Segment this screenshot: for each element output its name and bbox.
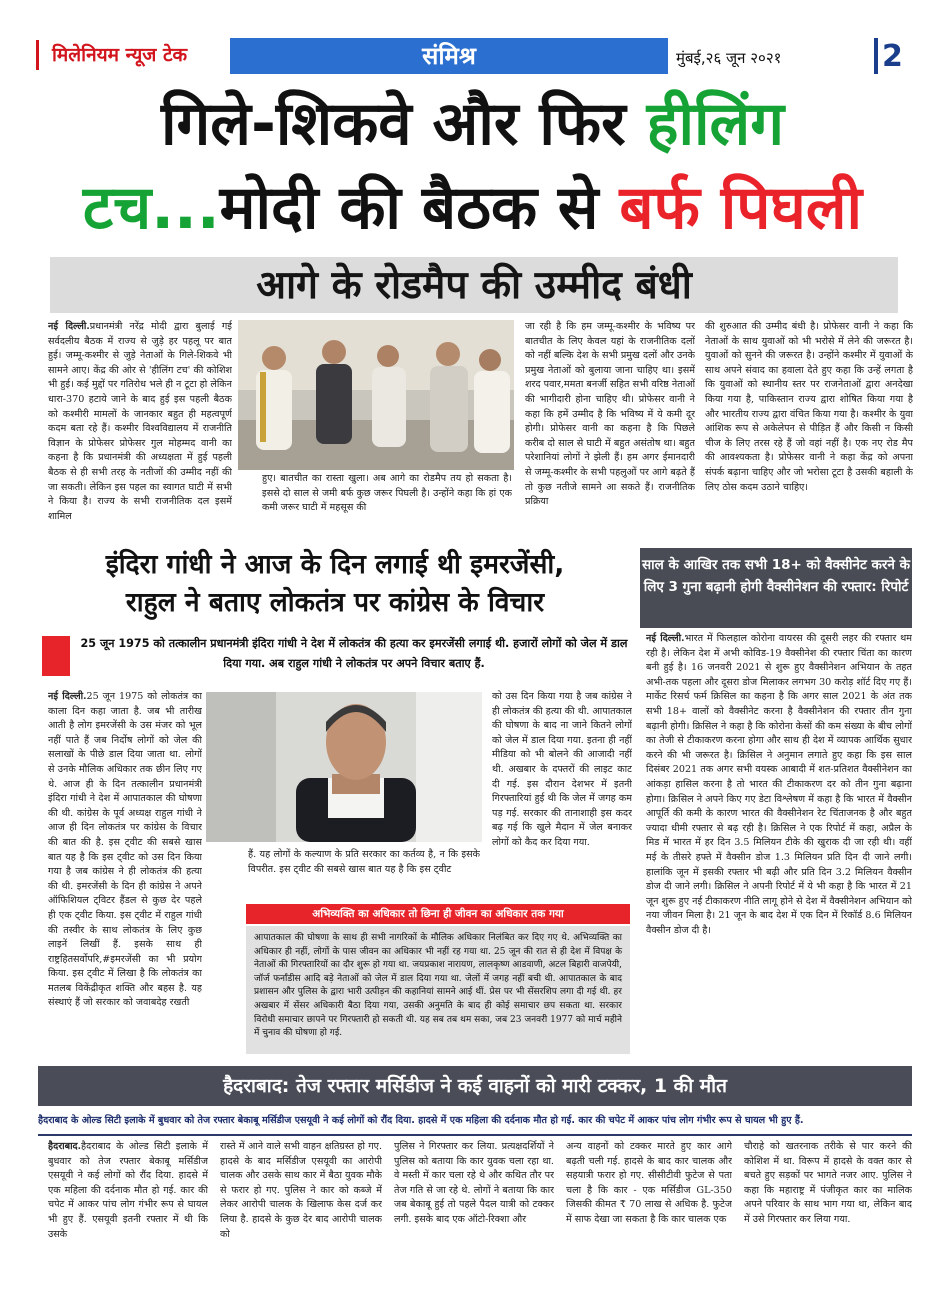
lead-column-1-text: प्रधानमंत्री नरेंद्र मोदी द्वारा बुलाई गई सर्वदलीय बैठक में राज्य से जुड़े हर पहलू पर बात हुई। जम्मू-कश्मीर से जुड़े नेताओं के गिले-शिकवे भी सामने आए। केंद्र की ओर से 'हीलिंग टच' की कोशिश भी हुई। कई मुद्दों पर गतिरोध भले ही न टूटा हो लेकिन धारा-370 हटाये जाने के बाद हुई इस पहली बैठक को कश्मीरी मामलों के जानकार बहुत ही महत्वपूर्ण कदम बता रहे हैं। कश्मीर विश्वविद्यालय में राजनीति विज्ञान के प्रोफेसर प्रोफेसर गुल मोहम्मद वानी का कहना है कि प्रधानमंत्री की अध्यक्षता में हुई पहली बैठक से ही सभी तरह के नतीजों की उम्मीद नहीं की जा सकती। लेकिन इस पहल का स्वागत घाटी में सभी ने किया है। राज्य के सभी राजनीतिक दल इसमें शामिल: [48, 321, 232, 522]
hyderabad-column-2: रास्ते में आने वाले सभी वाहन क्षतिग्रस्त हो गए. हादसे के बाद मर्सिडीज एसयूवी का आरोपी चालक और उसके साथ कार में बैठा युवक मौके से फरार हो गए. पुलिस ने कार को कब्जे में लेकर आरोपी चालक के खिलाफ केस दर्ज कर लिया है. हादसे के कुछ देर बाद आरोपी चालक को: [220, 1141, 382, 1240]
hyderabad-column-5: चौराहे को खतरनाक तरीके से पार करने की कोशिश में था. विरूप में हादसे के वक्त कार से बचते हुए सड़कों पर भागते नजर आए. पुलिस ने कहा कि महाराष्ट्र में पंजीकृत कार का मालिक अपने परिवार के साथ भाग गया था, लेकिन बाद में उसे गिरफ्तार कर लिया गया.: [744, 1141, 912, 1225]
box-body: आपातकाल की घोषणा के साथ ही सभी नागरिकों के मौलिक अधिकार निलंबित कर दिए गए थे. अभिव्यक्ति का अधिकार ही नहीं, लोगों के पास जीवन का अधिकार भी नहीं रह गया था. 25 जून की रात से ही देश में विपक्ष के नेताओं की गिरफ्तारियों का दौर शुरू हो गया था. जयप्रकाश नारायण, लालकृष्ण आडवाणी, अटल बिहारी वाजपेयी, जॉर्ज फर्नांडीस आदि बड़े नेताओं को जेल में डाल दिया गया था. जेलों में जगह नहीं बची थी. आपातकाल के बाद प्रशासन और पुलिस के द्वारा भारी उत्पीड़न की कहानियां सामने आई थीं. प्रेस पर भी सेंसरशिप लगा दी गई थी. हर अखबार में सेंसर अधिकारी बैठा दिया गया, उसकी अनुमति के बाद ही कोई समाचार छप सकता था. सरकार विरोधी समाचार छापने पर गिरफ्तारी हो सकती थी. यह सब तब थम सका, जब 23 जनवरी 1977 को मार्च महीने में चुनाव की घोषणा हो गई.: [246, 926, 630, 1054]
emergency-headline: [40, 546, 630, 626]
hyderabad-column-1: [48, 1140, 208, 1264]
lead-column-4: की शुरुआत की उम्मीद बंधी है। प्रोफेसर वानी ने कहा कि नेताओं के साथ युवाओं को भी भरोसे में लेने की जरूरत है। युवाओं को सुनने की जरूरत है। उन्होंने कश्मीर में युवाओं के साथ अपने संवाद का हवाला देते हुए कहा कि उन्हें लगता है कि युवाओं को स्थानीय स्तर पर राजनेताओं द्वारा अनदेखा किया गया है, पाकिस्तान राज्य द्वारा शोषित किया गया है और भारतीय राज्य द्वारा वंचित किया गया है। कश्मीर के युवा आंशिक रूप से अकेलेपन से पीड़ित हैं और किसी न किसी चीज के लिए तरस रहे हैं जो वहां नहीं है। एक नए रोड मैप की आवश्यकता है। प्रोफेसर वानी ने कहा केंद्र को अपना संपर्क बढ़ाना चाहिए और जो भरोसा टूटा है उसकी बहाली के लिए ठोस कदम उठाने चाहिए।: [705, 321, 913, 493]
emergency-column-1: [48, 690, 202, 1070]
lead-headline-highlight-red: बर्फ पिघली: [619, 173, 863, 243]
lead-column-3: जा रही है कि हम जम्मू-कश्मीर के भविष्य पर बातचीत के लिए केवल यहां के राजनीतिक दलों को नहीं बल्कि देश के सभी प्रमुख दलों और उनके प्रमुख नेताओं को बुलाया जाना चाहिए था। इसमें शरद पवार,ममता बनर्जी सहित सभी वरिष्ठ नेताओं की भागीदारी होना चाहिए थी। प्रोफेसर वानी ने कहा कि हमें उम्मीद है कि भविष्य में ये कमी दूर होगी। प्रोफेसर वानी का कहना है कि पिछले करीब दो साल से घाटी में बहुत असंतोष था। बहुत परेशानियां लोगों ने झेली हैं। हम अगर ईमानदारी से जम्मू-कश्मीर के सभी पहलुओं पर आगे बढ़ते हैं तो कुछ नतीजे सामने आ सकते हैं। राजनीतिक प्रक्रिया: [525, 321, 695, 508]
emergency-headline-line1: इंदिरा गांधी ने आज के दिन लगाई थी इमरजेंसी,: [105, 549, 565, 580]
hyderabad-column-3: पुलिस ने गिरफ्तार कर लिया. प्रत्यक्षदर्शियों ने पुलिस को बताया कि कार युवक चला रहा था. वे मस्ती में कार चला रहे थे और कथित तौर पर तेज गति से जा रहे थे. लोगों ने बताया कि कार जब बेकाबू हुई तो पहले पैदल यात्री को टक्कर लगी. इसके बाद एक ऑटो-रिक्शा और: [394, 1141, 554, 1225]
hyderabad-lede: हैदराबाद के ओल्ड सिटी इलाके में बुधवार को तेज रफ्तार बेकाबू मर्सिडीज एसयूवी ने कई लोगों को रौंद दिया. हादसे में एक महिला की दर्दनाक मौत हो गई. कार की चपेट में आकर पांच लोग गंभीर रूप से घायल भी हुए हैं.: [38, 1115, 804, 1126]
emergency-column-2: हैं. यह लोगों के कल्याण के प्रति सरकार का कर्तव्य है, न कि इसके विपरीत. इस ट्वीट की सबसे खास बात यह है कि इस ट्वीट: [248, 849, 480, 875]
emergency-lede: 25 जून 1975 को तत्कालीन प्रधानमंत्री इंदिरा गांधी ने देश में लोकतंत्र की हत्या कर इमरजेंसी लगाई थी. हजारों लोगों को जेल में डाल दिया गया. अब राहुल गांधी ने लोकतंत्र पर अपने विचार बताए हैं.: [80, 637, 628, 670]
vaccine-column: [646, 632, 912, 1058]
dateline: हैदराबाद.: [48, 1141, 81, 1152]
emergency-headline-line2: राहुल ने बताए लोकतंत्र पर कांग्रेस के विचार: [125, 587, 545, 618]
lead-headline-line1: [0, 84, 945, 164]
issue-date: मुंबई,२६ जून २०२१: [676, 49, 782, 67]
emergency-column-3: को उस दिन किया गया है जब कांग्रेस ने ही लोकतंत्र की हत्या की थी. आपातकाल की घोषणा के बाद ना जाने कितने लोगों को जेल में डाल दिया गया. इतना ही नहीं मीडिया को भी बोलने की आजादी नहीं थी. अखबार के दफ्तरों की लाइट काट दी गई. इस दौरान देशभर में इतनी गिरफ्तारियां हुई थी कि जेल में जगह कम पड़ गई. सरकार की तानाशाही इस कदर बढ़ गई कि खुले मैदान में जेल बनाकर लोगों को कैद कर दिया गया.: [492, 691, 632, 848]
lead-headline-line2: [0, 168, 945, 248]
hyderabad-column-4: अन्य वाहनों को टक्कर मारते हुए कार आगे बढ़ती चली गई. हादसे के बाद कार चालक और सहयात्री फरार हो गए. सीसीटीवी फुटेज से पता चला है कि कार - एक मर्सिडीज GL-350 जिसकी कीमत ₹ 70 लाख से अधिक है. फुटेज में साफ देखा जा सकता है कि कार चालक एक: [566, 1141, 732, 1225]
lead-headline-highlight: हीलिंग: [646, 89, 784, 159]
dateline: नई दिल्ली.: [48, 321, 90, 332]
dateline: नई दिल्ली.: [646, 633, 685, 644]
rahul-gandhi-photo: [206, 692, 482, 842]
lead-column-1: [48, 320, 232, 530]
box-title: अभिव्यक्ति का अधिकार तो छिना ही जीवन का अधिकार तक गया: [246, 904, 630, 924]
meeting-photo: [238, 320, 514, 470]
lead-headline-part: गिले-शिकवे और फिर: [160, 89, 647, 159]
vaccine-column-text: भारत में फिलहाल कोरोना वायरस की दूसरी लहर की रफ्तार थम रही है। लेकिन देश में अभी कोविड-19 वैक्सीनेश की रफ्तार चिंता का कारण बनी हुई है। 16 जनवरी 2021 से शुरू हुए वैक्सीनेशन अभियान के तहत अभी-तक पहला और दूसरा डोज मिलाकर लगभग 30 करोड़ शॉर्ट दिए गए हैं। मार्केट रिसर्च फर्म क्रिसिल का कहना है कि अगर साल 2021 के अंत तक सभी 18+ वालों को वैक्सीनेट करना है वैक्सीनेशन की रफ्तार तीन गुना बढ़ानी होगी। क्रिसिल ने कहा है कि कोरोना केसों की कम संख्या के बीच लोगों का तेजी से टीकाकरण करना होगा और साथ ही देश में व्यापक आर्थिक सुधार करने की भी जरूरत है। क्रिसिल ने अनुमान लगाते हुए कहा कि इस साल दिसंबर 2021 तक अगर सभी वयस्क आबादी में शत-प्रतिशत वैक्सीनेशन का आंकड़ा हासिल करना है तो भारत की टीकाकरण दर को तीन गुना बढ़ाना होगा। क्रिसिल ने अपने किए गए डेटा विश्लेषण में कहा है कि भारत में वैक्सीन आपूर्ति की कमी के कारण भारत की वैक्सीनेशन रेट चिंताजनक है और बहुत ज्यादा धीमी रफ्तार से बढ़ रही है। क्रिसिल ने एक रिपोर्ट में कहा, अप्रैल के मिड में भारत में हर दिन 3.5 मिलियन टीके की खुराक दी जा रही थी। वहीं मई के तीसरे हफ्ते में वैक्सीन डोज 1.3 मिलियन प्रति दिन दी जाने लगी। हालांकि जून में इसकी रफ्तार भी बढ़ी और प्रति दिन 3.2 मिलियन वैक्सीन डोज दी जाने लगी। क्रिसिल ने अपनी रिपोर्ट में ये भी कहा है कि भारत में 21 जून शुरू हुए नई टीकाकरण नीति लागू होने से देश में वैक्सीनेशन अभियान को नया जीवन मिला है। 21 जून के बाद देश में एक दिन में रिकॉर्ड 8.6 मिलियन वैक्सीन डोज दी है।: [646, 633, 912, 936]
hyderabad-column-1-text: हैदराबाद के ओल्ड सिटी इलाके में बुधवार को तेज रफ्तार बेकाबू मर्सिडीज एसयूवी ने कई लोगों को रौंद दिया. हादसे में एक महिला की दर्दनाक मौत हो गई. कार की चपेट में आकर पांच लोग गंभीर रूप से घायल भी हुए हैं. एसयूवी इतनी रफ्तार में थी कि उसके: [48, 1141, 208, 1240]
lead-headline-part: मोदी की बैठक से: [219, 173, 620, 243]
emergency-column-1-text: 25 जून 1975 को लोकतंत्र का काला दिन कहा जाता है. जब भी तारीख आती है लोग इमरजेंसी के उस मंजर को भूल नहीं पाते हैं जब निर्दोष लोगों को जेल की सलाखों के पीछे डाल दिया जाता था. लोगों से उनके मौलिक अधिकार तक छीन लिए गए थे. आज ही के दिन तत्कालीन प्रधानमंत्री इंदिरा गांधी ने देश में आपातकाल की घोषणा की थी. कांग्रेस के पूर्व अध्यक्ष राहुल गांधी ने आज ही दिन लोकतंत्र पर कांग्रेस के विचार की बात की है. इस ट्वीट की सबसे खास बात यह है कि इस ट्वीट को उस दिन किया गया है जब कांग्रेस ने ही लोकतंत्र की हत्या की थी. इमरजेंसी के दिन ही कांग्रेस ने अपने ऑफिशियल ट्विटर हैंडल से कुछ देर पहले ही एक ट्वीट किया. इस ट्वीट में राहुल गांधी की तस्वीर के साथ लोकतंत्र के लिए कुछ लाइनें लिखीं हैं. इसके साथ ही राष्ट्रहितसर्वोपरि,#इमरजेंसी का भी प्रयोग किया. इस ट्वीट में लिखा है कि लोकतंत्र का मतलब विकेंद्रीकृत शक्ति और बहस है. यह संस्थाएं हैं जो सरकार को जवाबदेह रखती: [48, 691, 202, 1009]
vaccine-headline: साल के आखिर तक सभी 18+ को वैक्सीनेट करने के लिए 3 गुना बढ़ानी होगी वैक्सीनेशन की रफ्तार: रिपोर्ट: [640, 548, 912, 628]
lede-marker: [42, 636, 70, 676]
divider: [38, 1134, 912, 1136]
page-number: 2: [874, 38, 910, 74]
section-title: संमिश्र: [230, 38, 668, 74]
lead-headline-highlight: टच...: [82, 173, 220, 243]
lead-subheadline: आगे के रोडमैप की उम्मीद बंधी: [50, 257, 898, 313]
hyderabad-headline: हैदराबाद: तेज रफ्तार मर्सिडीज ने कई वाहनों को मारी टक्कर, 1 की मौत: [38, 1066, 912, 1106]
dateline: नई दिल्ली.: [48, 691, 87, 702]
lead-column-2: हुए। बातचीत का रास्ता खुला। अब आगे का रोडमैप तय हो सकता है। इससे दो साल से जमी बर्फ कुछ जरूर पिघली है। उन्होंने कहा कि हां एक कमी जरूर घाटी में महसूस की: [262, 473, 512, 514]
paper-name: मिलेनियम न्यूज टेक: [30, 36, 230, 74]
